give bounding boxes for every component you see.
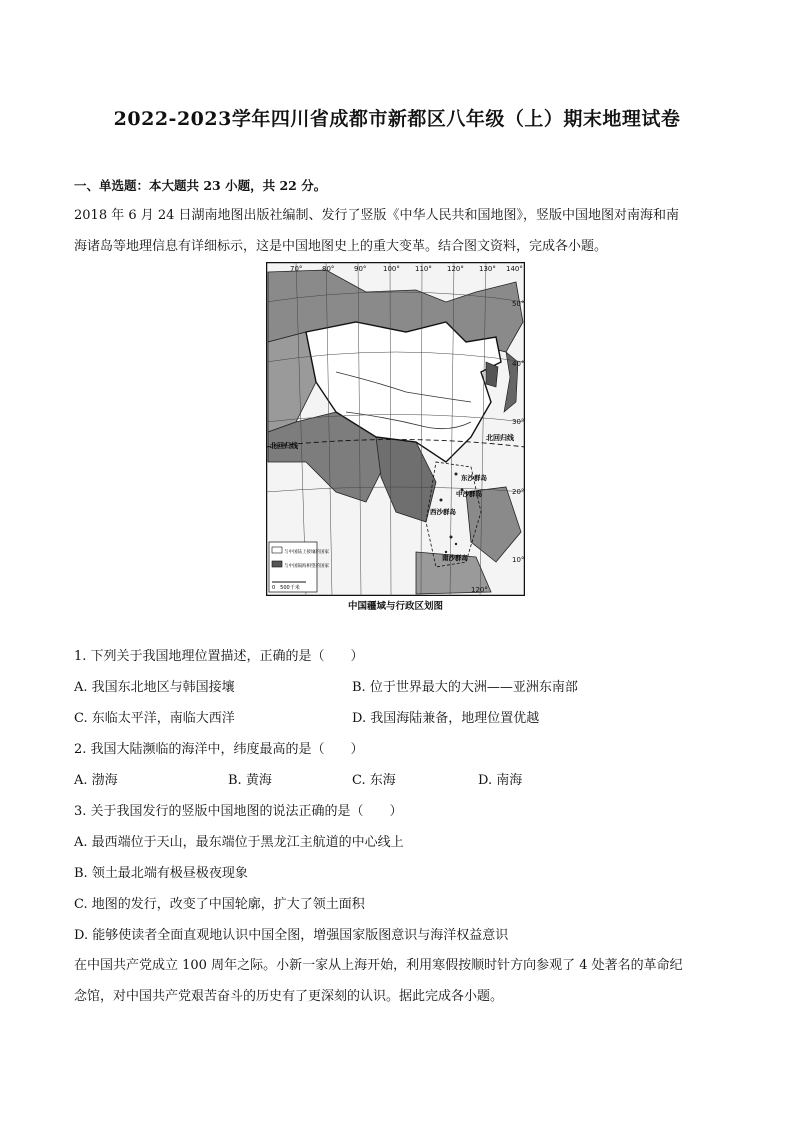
lon-label: 120°	[447, 265, 464, 273]
intro1-line1: 2018 年 6 月 24 日湖南地图出版社编制、发行了竖版《中华人民共和国地图》，竖版中国地图对南海和南	[74, 208, 680, 223]
q1-option-d: D. 我国海陆兼备，地理位置优越	[352, 711, 540, 726]
q3-option-c: C. 地图的发行，改变了中国轮廓，扩大了领土面积	[74, 897, 365, 912]
intro2-line1: 在中国共产党成立 100 周年之际。小新一家从上海开始，利用寒假按顺时针方向参观了 4 处著名的革命纪	[74, 958, 683, 973]
q3-option-b: B. 领土最北端有极昼极夜现象	[74, 866, 248, 881]
island-label-xisha: 西沙群岛	[430, 508, 456, 516]
lat-label: 10°	[512, 556, 525, 564]
tropic-label-right: 北回归线	[486, 434, 514, 442]
lat-label: 20°	[512, 488, 525, 496]
china-map	[266, 262, 525, 596]
q3-stem: 3. 关于我国发行的竖版中国地图的说法正确的是（ ）	[74, 804, 403, 819]
lon-label: 100°	[383, 265, 400, 273]
lon-label: 80°	[322, 265, 335, 273]
legend-scale: 0 500千米	[272, 585, 300, 591]
lat-label: 30°	[512, 418, 525, 426]
intro1-line2: 海诸岛等地理信息有详细标示，这是中国地图史上的重大变革。结合图文资料，完成各小题。	[74, 239, 608, 254]
q3-option-a: A. 最西端位于天山，最东端位于黑龙江主航道的中心线上	[74, 835, 404, 850]
section-heading: 一、单选题：本大题共 23 小题，共 22 分。	[74, 178, 327, 193]
lat-label: 50°	[512, 300, 525, 308]
map-caption: 中国疆域与行政区划图	[347, 601, 443, 612]
legend-label-sea: 与中国隔海相望的国家	[284, 564, 329, 569]
lat-label: 120°	[471, 586, 488, 594]
lon-label: 70°	[290, 265, 303, 273]
intro2-line2: 念馆，对中国共产党艰苦奋斗的历史有了更深刻的认识。据此完成各小题。	[74, 989, 504, 1004]
lon-label: 130°	[479, 265, 496, 273]
q1-option-c: C. 东临太平洋，南临大西洋	[74, 711, 235, 726]
q2-option-b: B. 黄海	[228, 773, 272, 788]
island-label-dongsha: 东沙群岛	[461, 474, 487, 482]
island-label-nansha: 南沙群岛	[442, 554, 468, 562]
china-map-graphic	[266, 262, 525, 596]
page-title: 2022-2023学年四川省成都市新都区八年级（上）期末地理试卷	[113, 108, 681, 130]
lon-label: 110°	[415, 265, 432, 273]
q2-option-c: C. 东海	[352, 773, 396, 788]
lat-label: 40°	[512, 360, 525, 368]
q1-stem: 1. 下列关于我国地理位置描述，正确的是（ ）	[74, 649, 364, 664]
intro-paragraph-1	[74, 200, 724, 262]
q2-option-a: A. 渤海	[74, 773, 118, 788]
q2-option-d: D. 南海	[478, 773, 523, 788]
island-label-zhongsha: 中沙群岛	[456, 490, 482, 498]
tropic-label-left: 北回归线	[270, 442, 298, 450]
q1-option-b: B. 位于世界最大的大洲——亚洲东南部	[352, 680, 578, 695]
lon-label: 140°	[506, 265, 523, 273]
intro-paragraph-2	[74, 950, 724, 1012]
q1-option-a: A. 我国东北地区与韩国接壤	[74, 680, 235, 695]
q2-stem: 2. 我国大陆濒临的海洋中，纬度最高的是（ ）	[74, 742, 364, 757]
legend-label-land: 与中国陆上接壤的国家	[284, 550, 329, 555]
q3-option-d: D. 能够使读者全面直观地认识中国全图，增强国家版图意识与海洋权益意识	[74, 928, 509, 943]
lon-label: 90°	[354, 265, 367, 273]
